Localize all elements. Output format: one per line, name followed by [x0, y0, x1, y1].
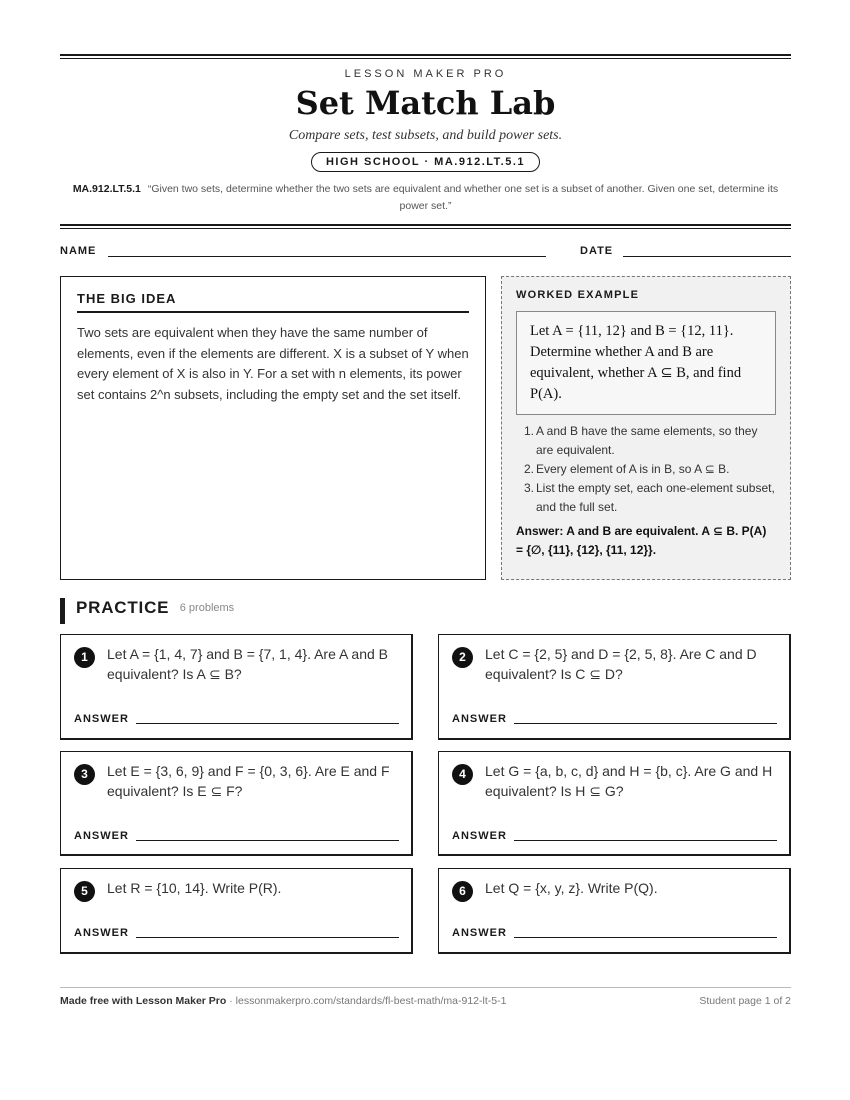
answer-line[interactable]	[514, 840, 777, 841]
answer-row	[452, 713, 777, 725]
practice-problem-2	[438, 634, 791, 740]
problem-text: Let A = {1, 4, 7} and B = {7, 1, 4}. Are A and B equivalent? Is A ⊆ B?	[107, 646, 389, 682]
date-field-line[interactable]	[623, 256, 791, 257]
practice-problem-6	[438, 868, 791, 954]
footer-made-with: Made free with Lesson Maker Pro	[60, 995, 227, 1007]
practice-count: 6 problems	[179, 602, 235, 614]
practice-problem-5	[60, 868, 413, 954]
answer-label: ANSWER	[452, 830, 507, 842]
problem-text: Let C = {2, 5} and D = {2, 5, 8}. Are C and D equivalent? Is C ⊆ D?	[485, 646, 757, 682]
name-label: NAME	[60, 245, 97, 257]
footer	[60, 995, 791, 1007]
big-idea-heading: THE BIG IDEA	[77, 291, 469, 313]
problem-number-badge: 2	[452, 647, 473, 668]
practice-title: PRACTICE	[76, 598, 170, 617]
name-field-line[interactable]	[108, 256, 546, 257]
big-idea-panel	[60, 276, 486, 580]
grade-standard-badge: HIGH SCHOOL · MA.912.LT.5.1	[311, 152, 540, 172]
worked-example-panel	[501, 276, 791, 580]
worksheet-page	[60, 0, 791, 1100]
answer-row	[452, 830, 777, 842]
worked-example-heading: WORKED EXAMPLE	[516, 289, 640, 301]
answer-label: ANSWER	[74, 927, 129, 939]
problem-number-badge: 4	[452, 764, 473, 785]
answer-label: ANSWER	[452, 713, 507, 725]
answer-row	[74, 713, 399, 725]
answer-line[interactable]	[514, 723, 777, 724]
answer-label: ANSWER	[74, 713, 129, 725]
header-top-rule	[60, 54, 791, 59]
answer-line[interactable]	[136, 937, 399, 938]
worked-example-answer: Answer: A and B are equivalent. A ⊆ B. P(A) = {∅, {11}, {12}, {11, 12}}.	[516, 524, 767, 557]
standard-code: MA.912.LT.5.1	[72, 183, 141, 195]
answer-line[interactable]	[514, 937, 777, 938]
problem-text: Let E = {3, 6, 9} and F = {0, 3, 6}. Are E and F equivalent? Is E ⊆ F?	[107, 763, 390, 799]
problem-number-badge: 1	[74, 647, 95, 668]
footer-page-number: Student page 1 of 2	[699, 995, 791, 1007]
worked-step: 3. List the empty set, each one-element subset, and the full set.	[524, 481, 775, 514]
standard-description	[60, 181, 791, 215]
problem-text: Let Q = {x, y, z}. Write P(Q).	[485, 880, 658, 896]
header-bottom-rule	[60, 224, 791, 229]
problem-text: Let R = {10, 14}. Write P(R).	[107, 880, 282, 896]
answer-row	[452, 927, 777, 939]
worked-step: 1. A and B have the same elements, so they are equivalent.	[524, 424, 758, 457]
big-idea-body: Two sets are equivalent when they have the same number of elements, even if the elements are different. X is a subset of Y when every element of X is also in Y. For a set with n elements, its power set contains 2^n subsets, including the empty set and the set itself.	[77, 325, 469, 402]
practice-problem-1	[60, 634, 413, 740]
problem-text: Let G = {a, b, c, d} and H = {b, c}. Are G and H equivalent? Is H ⊆ G?	[485, 763, 773, 799]
name-date-row	[60, 245, 791, 261]
practice-heading	[60, 598, 234, 624]
problem-number-badge: 5	[74, 881, 95, 902]
problem-number-badge: 3	[74, 764, 95, 785]
worked-example-problem: Let A = {11, 12} and B = {12, 11}. Determine whether A and B are equivalent, whether A ⊆ B, and find P(A).	[516, 311, 776, 415]
answer-line[interactable]	[136, 723, 399, 724]
worked-example-steps	[516, 422, 776, 517]
answer-label: ANSWER	[74, 830, 129, 842]
footer-rule	[60, 987, 791, 988]
date-label: DATE	[580, 245, 614, 257]
footer-url[interactable]: · lessonmakerpro.com/standards/fl-best-math/ma-912-lt-5-1	[226, 995, 507, 1007]
page-subtitle: Compare sets, test subsets, and build power sets.	[288, 128, 563, 143]
answer-row	[74, 927, 399, 939]
problem-number-badge: 6	[452, 881, 473, 902]
standard-text: “Given two sets, determine whether the two sets are equivalent and whether one set is a subset of another. Given one set, determine its power set.”	[147, 183, 779, 212]
worked-step: 2. Every element of A is in B, so A ⊆ B.	[524, 462, 730, 476]
page-title: Set Match Lab	[295, 84, 556, 122]
answer-label: ANSWER	[452, 927, 507, 939]
practice-problem-3	[60, 751, 413, 856]
answer-line[interactable]	[136, 840, 399, 841]
answer-row	[74, 830, 399, 842]
practice-problem-4	[438, 751, 791, 856]
brand-label: LESSON MAKER PRO	[344, 68, 507, 80]
